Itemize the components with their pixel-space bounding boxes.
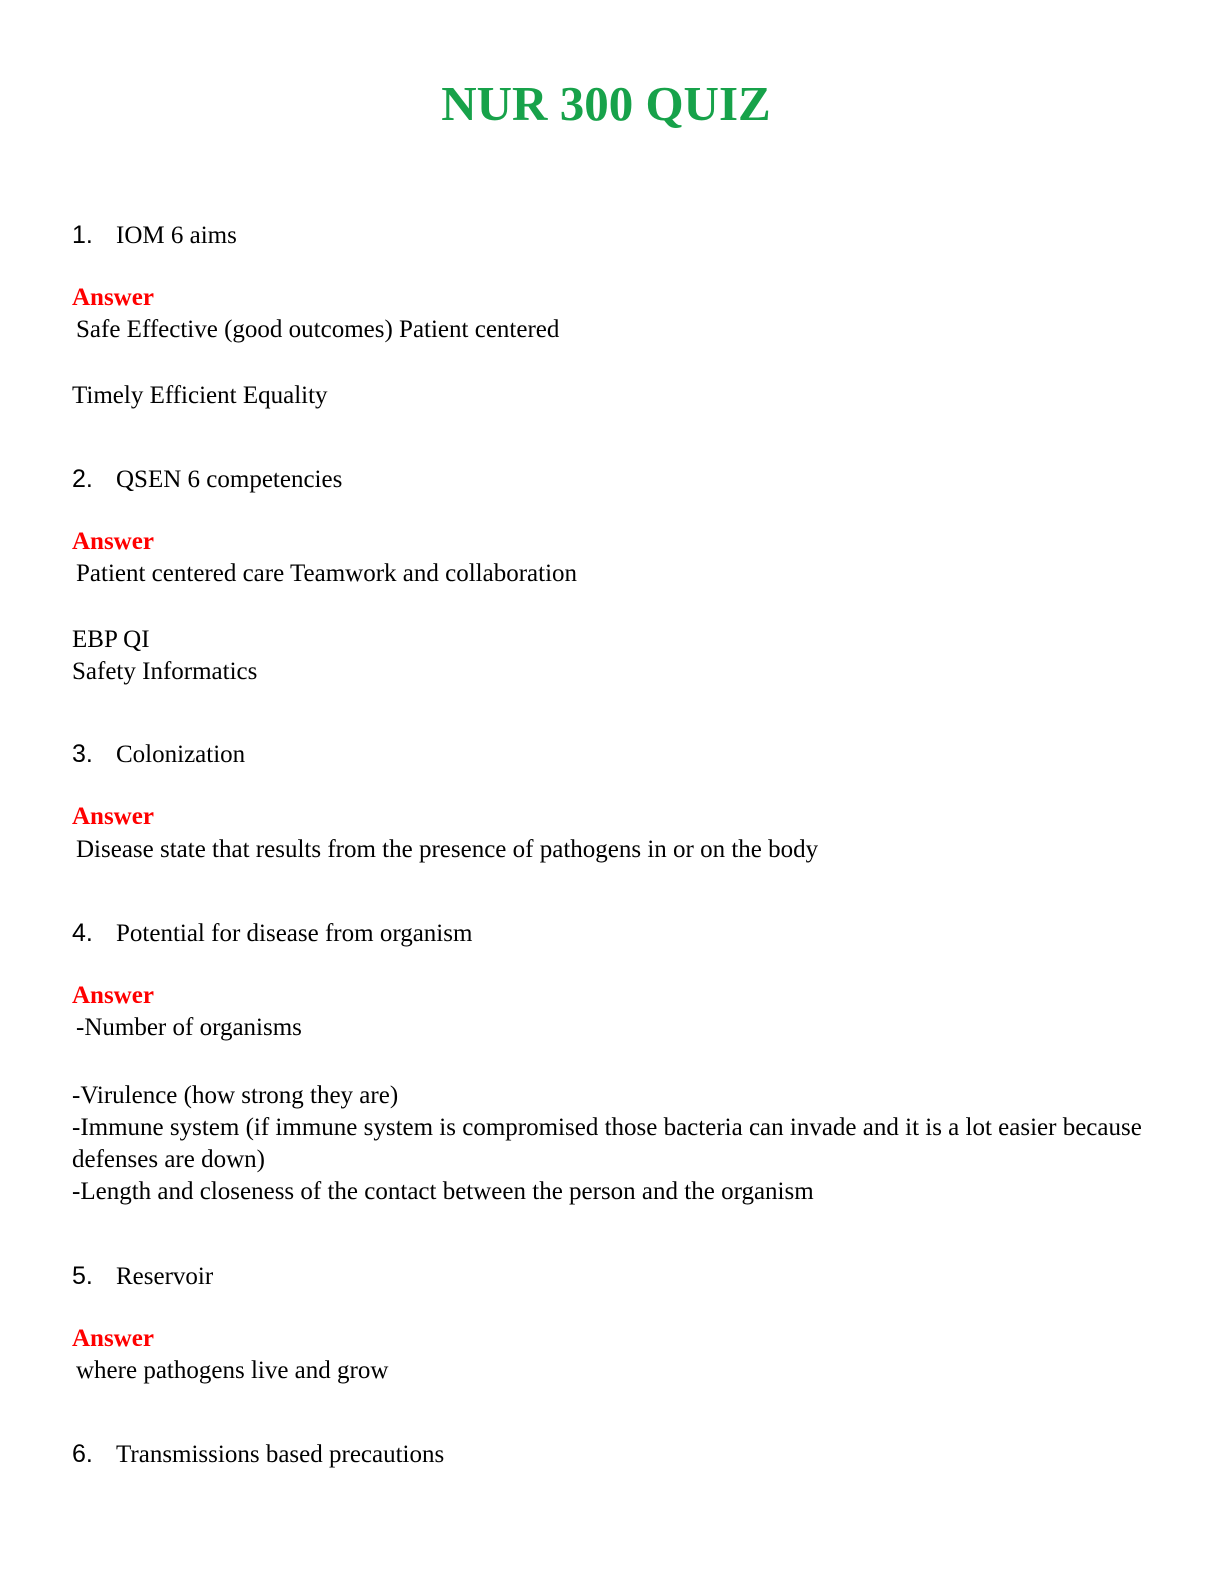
question-number: 6. xyxy=(72,1440,93,1468)
question-4 xyxy=(72,917,472,950)
question-text: Potential for disease from organism xyxy=(116,920,473,947)
answer-line: EBP QI xyxy=(72,626,150,653)
answer-label: Answer xyxy=(72,528,154,555)
answer-line: -Virulence (how strong they are) xyxy=(72,1082,399,1109)
answer-label: Answer xyxy=(72,982,154,1009)
question-6 xyxy=(72,1438,444,1471)
question-2 xyxy=(72,463,342,496)
question-number: 4. xyxy=(72,919,93,947)
question-text: QSEN 6 competencies xyxy=(116,466,343,493)
answer-line: where pathogens live and grow xyxy=(76,1357,389,1384)
question-number: 1. xyxy=(72,221,93,249)
question-5 xyxy=(72,1260,213,1293)
question-text: Transmissions based precautions xyxy=(116,1441,445,1468)
answer-line: Safety Informatics xyxy=(72,658,258,685)
question-number: 3. xyxy=(72,740,93,768)
question-number: 2. xyxy=(72,465,93,493)
answer-label: Answer xyxy=(72,803,154,830)
question-text: Colonization xyxy=(116,741,246,768)
page-title: NUR 300 QUIZ xyxy=(441,76,771,131)
question-3 xyxy=(72,738,245,771)
answer-label: Answer xyxy=(72,284,154,311)
answer-line: Disease state that results from the presence of pathogens in or on the body xyxy=(76,836,819,863)
answer-line: -Length and closeness of the contact between the person and the organism xyxy=(72,1178,814,1205)
question-1 xyxy=(72,219,237,252)
question-number: 5. xyxy=(72,1262,93,1290)
answer-label: Answer xyxy=(72,1325,154,1352)
question-text: Reservoir xyxy=(116,1263,214,1290)
answer-line: Safe Effective (good outcomes) Patient centered xyxy=(76,316,560,343)
question-text: IOM 6 aims xyxy=(116,222,237,249)
answer-line: Timely Efficient Equality xyxy=(72,382,328,409)
answer-line: Patient centered care Teamwork and collaboration xyxy=(76,560,578,587)
answer-line: -Number of organisms xyxy=(76,1014,302,1041)
answer-line: -Immune system (if immune system is compromised those bacteria can invade and it is a lot easier because defenses are down) xyxy=(72,1114,1142,1173)
